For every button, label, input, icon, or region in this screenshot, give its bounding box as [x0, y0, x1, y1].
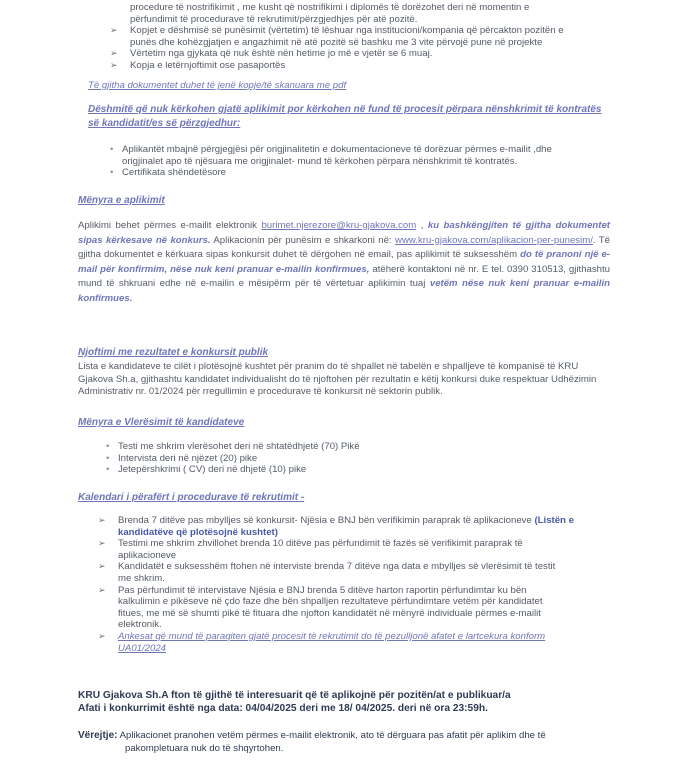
later-docs-list — [82, 144, 614, 179]
list-item: • Jetepërshkrimi ( CV) deri në dhjetë (10) pike — [106, 464, 307, 476]
list-item: • Aplikantët mbajnë përgjegjësi për origjinalitetin e dokumentacioneve të dorëzuar përmes e-mailit ,dhe origjinalet apo të njësuara me origjinalet- mund të kërkohen përpara nënshkrimit të kontratës. — [110, 144, 552, 167]
bullet-icon: • — [110, 144, 114, 155]
list-item: ➢ Kopja e letërnjoftimit ose pasaportës — [110, 59, 286, 71]
closing-invitation: KRU Gjakova Sh.A fton të gjithë të interesuarit që të aplikojnë për pozitën/at e publikuar/a Afati i konkurrimit është nga data: 04/04/2025 deri me 18/ 04/2025. deri në ora 23:59h. — [78, 690, 511, 714]
list-item: ➢ Vërtetim nga gjykata që nuk është nën hetime jo më e vjetër se 6 muaj. — [110, 48, 433, 60]
application-url-link[interactable]: www.kru-gjakova.com/aplikacion-per-punesim/ — [395, 234, 593, 246]
arrow-bullet-icon: ➢ — [98, 584, 106, 595]
list-item: ➢ Kandidatët e suksesshëm ftohen në interviste brenda 7 ditëve nga data e mbylljes së vlerësimit të testit me shkrim. — [98, 561, 556, 584]
email-link[interactable]: burimet.njerezore@kru-gjakova.com — [261, 220, 417, 231]
list-item: ➢ Kopjet e dëshmisë së punësimit (vërtetim) të lëshuar nga institucioni/kompania që përcakton pozitën e punës dhe kohëzgjatjen e angazhimit në atë pozitë së bashku me 3 vite përvojë pune në projekte — [110, 25, 564, 48]
results-heading: Njoftimi me rezultatet e konkursit publik — [78, 347, 269, 358]
scan-note: Të gjitha dokumentet duhet të jenë kopje/të skanuara me pdf — [88, 80, 347, 91]
bullet-icon: • — [106, 452, 110, 464]
list-item: ➢ Testimi me shkrim zhvillohet brenda 10 ditëve pas përfundimit të fazës së verifikimit paraprak të aplikacioneve — [98, 538, 523, 561]
arrow-bullet-icon: ➢ — [110, 25, 118, 36]
evaluation-list — [78, 441, 610, 476]
bullet-icon: • — [110, 167, 114, 179]
note-label: Vërejtje: — [78, 730, 118, 741]
arrow-bullet-icon: ➢ — [98, 515, 106, 525]
required-docs-list — [110, 2, 610, 72]
application-paragraph: Aplikimi behet përmes e-mailit elektronik burimet.njerezore@kru-gjakova.com , ku bashkëngjiten të gjitha dokumentet sipas kërkesave në konkurs. Aplikacionin për punësim e shkarkoni në: www.kru-gjakova.com/aplikacion-per-punesim/. Të gjitha dokumentet e kërkuara sipas konkursit duhet të dërgohen në email, pas aplikimit të suksesshëm do të pranoni një e-mail për konfirmim, nëse nuk keni pranuar e-mailin konfirmues, atëherë kontaktoni në nr. E tel. 0390 310513, gjithashtu mund të shkruani edhe në e-mailin e mësipërm për të vërtetuar aplikimin tuaj vetëm nëse nuk keni pranuar e-mailin konfirmues. — [78, 220, 610, 304]
list-item: • Testi me shkrim vlerësohet deri në shtatëdhjetë (70) Pikë — [106, 441, 360, 452]
arrow-bullet-icon: ➢ — [98, 630, 106, 641]
arrow-bullet-icon: ➢ — [110, 59, 118, 70]
bullet-icon: • — [106, 441, 110, 452]
bullet-icon: • — [106, 464, 110, 476]
later-docs-heading: Dëshmitë që nuk kërkohen gjatë aplikimit por kërkohen në fund të procesit përpara nënshkrimit të kontratës së kandidatit/es së përzgjedhur: — [88, 104, 602, 129]
arrow-bullet-icon: ➢ — [98, 538, 106, 549]
results-paragraph: Lista e kandidateve te cilët i plotësojnë kushtet për pranim do të shpallet në tabelën e shpalljeve të kompanisë të KRU Gjakova Sh.a, gjithashtu kandidatet individualisht do të njoftohen për rezultatin e këtij konkursi duke respektuar Udhëzimin Administrativ nr. 01/2024 për rregullimin e procedurave të konkursit në sektorin publik. — [78, 361, 597, 398]
list-item: • Intervista deri në njëzet (20) pike — [106, 452, 258, 464]
list-item: ➢ Ankesat që mund të paraqiten gjatë procesit të rekrutimit do të pezulljonë afatet e lartcekura konform UA01/2024 — [98, 630, 546, 654]
list-item: ➢ Pas përfundimit të intervistave Njësia e BNJ brenda 5 ditëve harton raportin përfundimtar ku bën kalkulimin e pikëseve në çdo faze dhe bën shpalljen rezultateve përfundimtare vetëm për kandidatet fitues, me më së shumti pikë të fituara dhe njofton kandidatët në mënyrë individuale përmes e-mailit elektronik. — [98, 584, 543, 631]
closing-note: Vërejtje: Aplikacionet pranohen vetëm përmes e-mailit elektronik, ato të dërguara pas afatit për aplikim dhe të pakompletuara nuk do të shqyrtohen. — [78, 730, 546, 754]
list-item: ➢ Brenda 7 ditëve pas mbylljes së konkursit- Njësia e BNJ bën verifikimin paraprak të aplikacioneve (Listën e kandidatëve që plotësojnë kushtet) — [98, 515, 574, 538]
arrow-bullet-icon: ➢ — [98, 561, 106, 572]
evaluation-heading: Mënyra e Vlerësimit të kandidateve — [78, 417, 245, 428]
calendar-heading: Kalendari i përafërt i procedurave të rekrutimit - — [78, 492, 305, 503]
arrow-bullet-icon: ➢ — [110, 48, 118, 59]
docs-arrow-list — [110, 25, 610, 71]
list-item: • Certifikata shëndetësore — [110, 167, 226, 179]
calendar-list — [98, 515, 588, 654]
application-heading: Mënyra e aplikimit — [78, 195, 165, 206]
docs-item-continuation: procedure të nostrifikimit , me kusht që nostrifikimi i diplomës të dorëzohet deri në momentin e përfundimit të procedurave të rekrutimit/përzgjedhjes për atë pozitë. — [130, 2, 530, 25]
